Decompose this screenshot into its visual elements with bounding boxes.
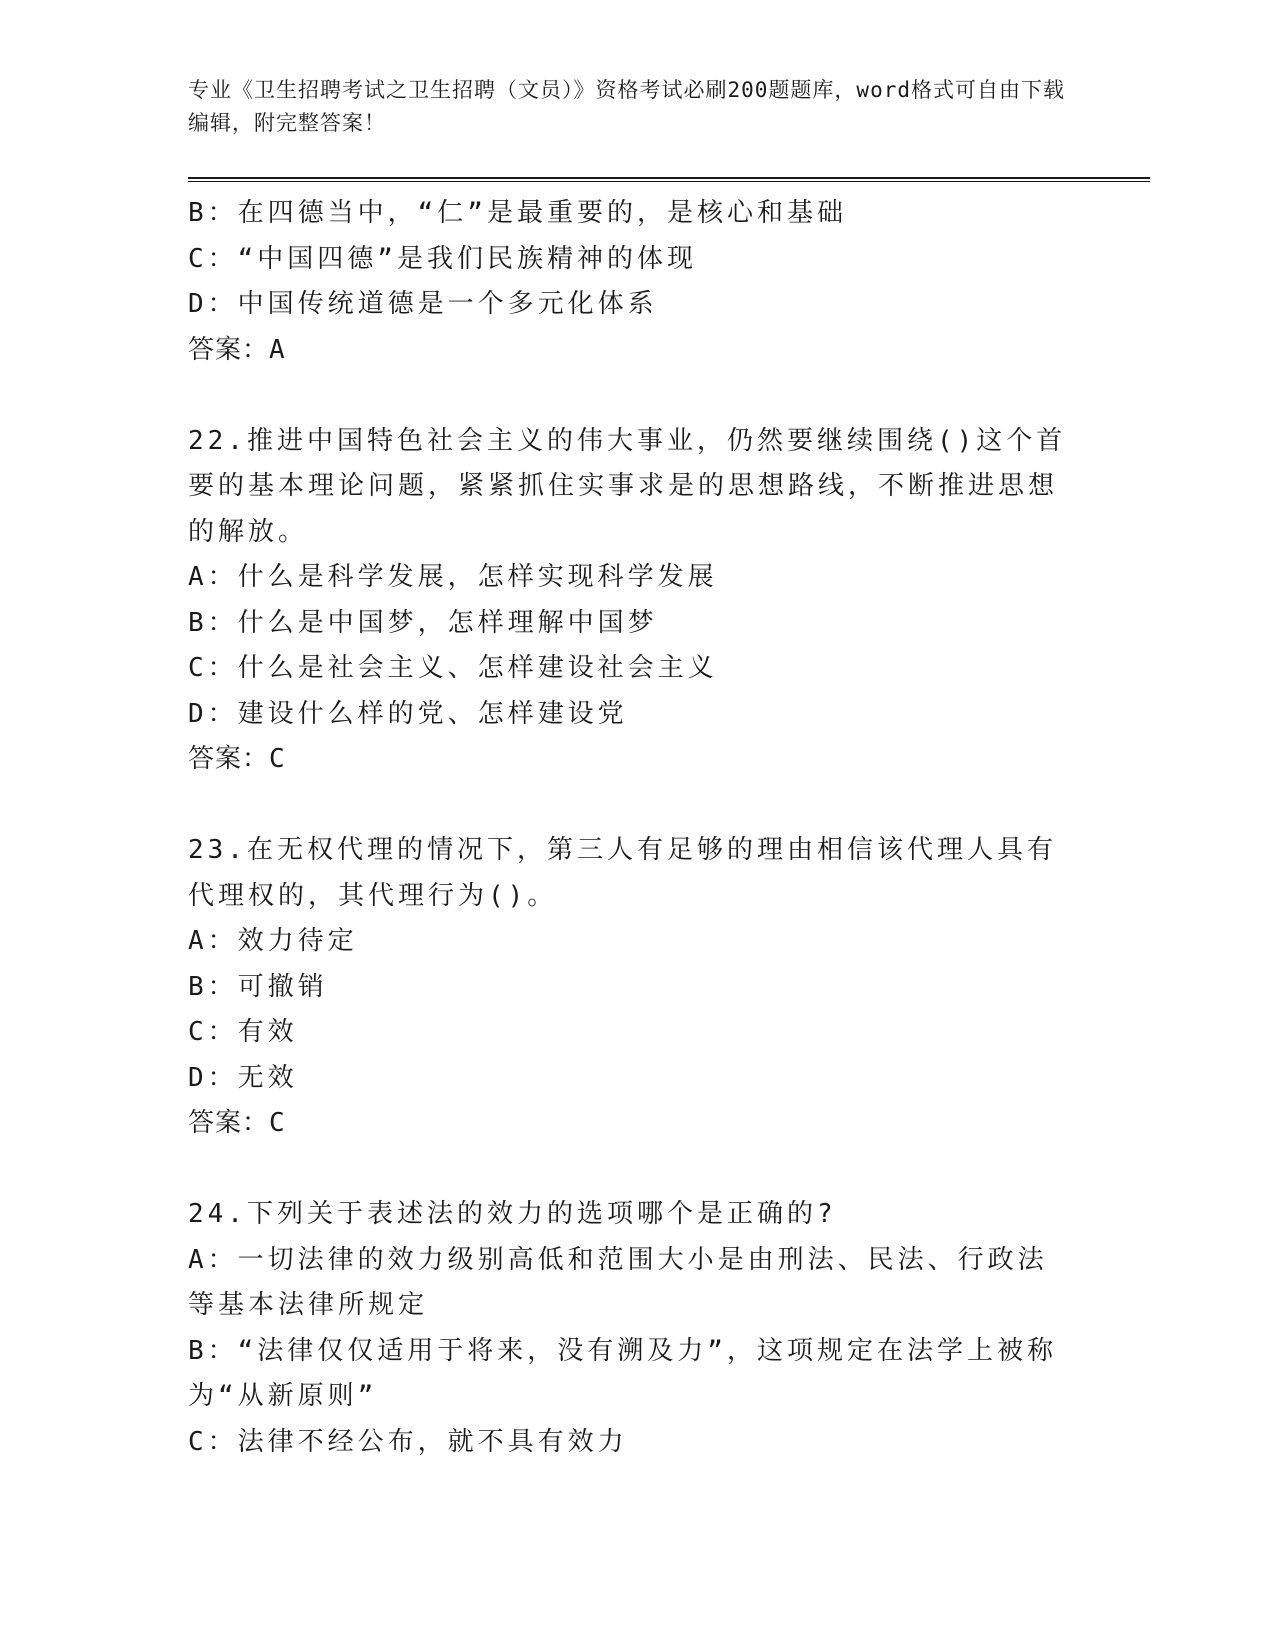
option-c: C：法律不经公布，就不具有效力 — [188, 1426, 628, 1457]
answer-line: 答案：C — [188, 744, 286, 774]
option-c: C：“中国四德”是我们民族精神的体现 — [188, 243, 697, 274]
spacer — [188, 373, 1068, 419]
question-22 — [188, 419, 1068, 783]
option-a: A：效力待定 — [188, 926, 358, 956]
option-b: B：什么是中国梦，怎样理解中国梦 — [188, 607, 658, 638]
option-a: A：一切法律的效力级别高低和范围大小是由刑法、民法、行政法等基本法律所规定 — [188, 1244, 1048, 1320]
question-stem: 24.下列关于表述法的效力的选项哪个是正确的? — [188, 1199, 837, 1229]
option-c: C：什么是社会主义、怎样建设社会主义 — [188, 653, 718, 683]
answer-line: 答案：C — [188, 1108, 286, 1138]
option-b: B：可撤销 — [188, 971, 328, 1002]
option-c: C：有效 — [188, 1017, 298, 1047]
document-body — [188, 191, 1068, 1465]
page-header-text: 专业《卫生招聘考试之卫生招聘（文员）》资格考试必刷200题题库，word格式可自由下载编辑，附完整答案！ — [188, 78, 1065, 135]
question-21-continuation — [188, 191, 1068, 373]
option-d: D：中国传统道德是一个多元化体系 — [188, 289, 658, 319]
answer-line: 答案：A — [188, 334, 286, 365]
question-stem: 22.推进中国特色社会主义的伟大事业，仍然要继续围绕()这个首要的基本理论问题，紧紧抓住实事求是的思想路线，不断推进思想的解放。 — [188, 425, 1067, 547]
option-b: B：在四德当中，“仁”是最重要的，是核心和基础 — [188, 198, 847, 228]
spacer — [188, 783, 1068, 829]
spacer — [188, 1147, 1068, 1193]
option-d: D：无效 — [188, 1062, 298, 1093]
header-divider — [188, 177, 1150, 182]
question-23 — [188, 828, 1068, 1147]
option-d: D：建设什么样的党、怎样建设党 — [188, 698, 628, 729]
option-b: B：“法律仅仅适用于将来，没有溯及力”，这项规定在法学上被称为“从新原则” — [188, 1335, 1057, 1411]
question-24 — [188, 1192, 1068, 1465]
question-stem: 23.在无权代理的情况下，第三人有足够的理由相信该代理人具有代理权的，其代理行为()。 — [188, 835, 1057, 911]
option-a: A：什么是科学发展，怎样实现科学发展 — [188, 562, 718, 592]
